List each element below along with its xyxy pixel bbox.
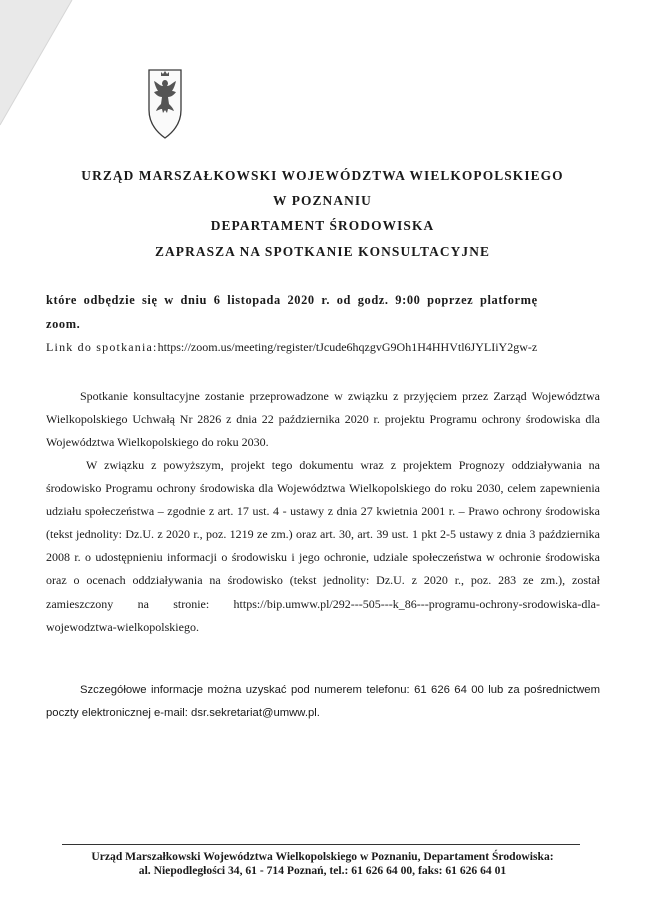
institution-title: URZĄD MARSZAŁKOWSKI WOJEWÓDZTWA WIELKOPOLSKIEGO [81,168,564,183]
paragraph-context: Spotkanie konsultacyjne zostanie przeprowadzone w związku z przyjęciem przez Zarząd Województwa Wielkopolskiego Uchwałą Nr 2826 z dnia 22 października 2020 r. projektu Programu ochrony środowiska dla Województwa Wielkopolskiego do roku 2030. [46,389,600,450]
institution-city: W POZNANIU [273,193,372,208]
meeting-date-line: które odbędzie się w dniu 6 listopada 2020 r. od godz. 9:00 poprzez platformę [46,293,538,307]
meeting-link-label: Link do spotkania: [46,340,158,354]
footer-institution: Urząd Marszałkowski Województwa Wielkopolskiego w Poznaniu, Departament Środowiska: [91,850,554,863]
footer-address: al. Niepodległości 34, 61 - 714 Poznań, tel.: 61 626 64 00, faks: 61 626 64 01 [138,864,507,877]
footer-divider [62,844,580,845]
meeting-link-line [46,340,537,355]
paragraph-publication: W związku z powyższym, projekt tego dokumentu wraz z projektem Prognozy oddziaływania na środowisko Programu ochrony środowiska dla Województwa Wielkopolskiego do roku 2030, celem zapewnienia udziału społeczeństwa – zgodnie z art. 17 ust. 4 - ustawy z dnia 27 kwietnia 2001 r. – Prawo ochrony środowiska (tekst jednolity: Dz.U. z 2020 r., poz. 1219 ze zm.) oraz art. 30, art. 39 ust. 1 pkt 2-5 ustawy z dnia 3 października 2008 r. o udostępnieniu informacji o środowisku i jego ochronie, udziale społeczeństwa w ochronie środowiska oraz o ocenach oddziaływania na środowisko (tekst jednolity: Dz.U. z 2020 r., poz. 283 ze zm.), został zamieszczony na stronie: https://bip.umww.pl/292---505---k_86---programu-ochrony-srodowiska-dla-wojewodztwa-wielkopolskiego. [46,458,600,634]
meeting-platform: zoom. [46,317,81,331]
wielkopolska-eagle-crest-icon [147,68,183,140]
fold-shadow-decoration [0,0,80,140]
meeting-link-url[interactable]: https://zoom.us/meeting/register/tJcude6hqzgvG9Oh1H4HHVtl6JYLIiY2gw-z [157,340,538,354]
department-title: DEPARTAMENT ŚRODOWISKA [210,218,435,233]
invitation-heading: ZAPRASZA NA SPOTKANIE KONSULTACYJNE [154,244,490,259]
paragraph-contact: Szczegółowe informacje można uzyskać pod numerem telefonu: 61 626 64 00 lub za pośrednictwem poczty elektronicznej e-mail: dsr.sekretariat@umww.pl. [46,684,600,720]
